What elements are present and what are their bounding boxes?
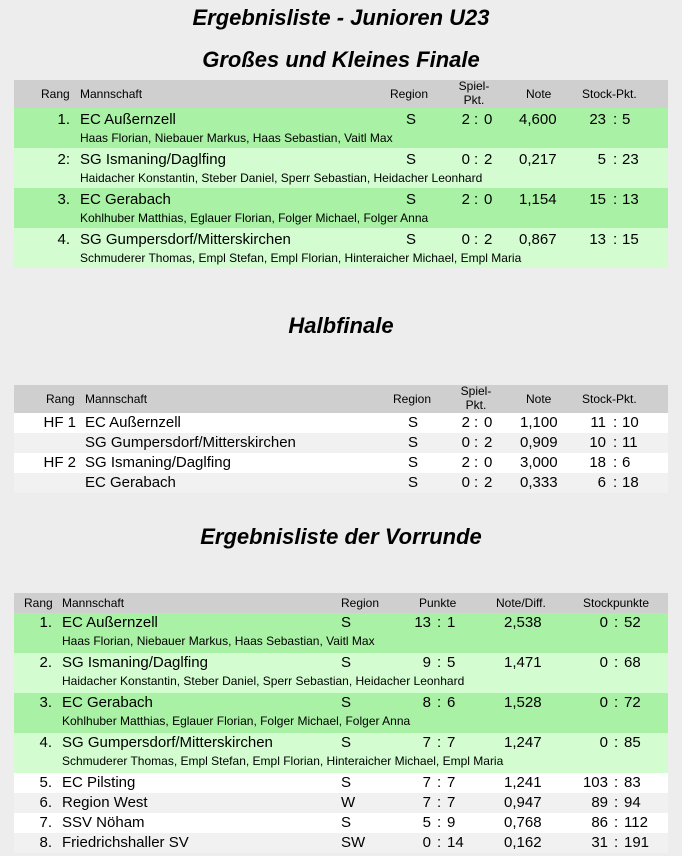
region: S <box>341 614 352 631</box>
score-separator: : <box>437 614 442 631</box>
region: S <box>341 774 352 791</box>
header-team: Mannschaft <box>85 392 148 406</box>
semi-header <box>14 385 668 413</box>
rank: HF 1 <box>43 414 76 431</box>
semi-row <box>14 413 668 433</box>
region: S <box>406 151 417 168</box>
stock-for: 0 <box>599 734 608 751</box>
note-diff: 2,538 <box>504 614 542 631</box>
games-lost: 0 <box>484 111 493 128</box>
team-name: SG Gumpersdorf/Mitterskirchen <box>85 434 296 451</box>
stock-for: 89 <box>591 794 608 811</box>
games-lost: 0 <box>484 191 493 208</box>
score-separator: : <box>613 111 618 128</box>
team-members: Kohlhuber Matthias, Eglauer Florian, Folger Michael, Folger Anna <box>80 211 429 225</box>
stock-for: 5 <box>597 151 606 168</box>
games-lost: 2 <box>484 474 493 491</box>
points-lost: 7 <box>447 734 456 751</box>
prelim-table <box>14 593 668 853</box>
stock-for: 6 <box>597 474 606 491</box>
score-separator: : <box>614 694 619 711</box>
stock-for: 86 <box>591 814 608 831</box>
score-separator: : <box>437 774 442 791</box>
stock-against: 83 <box>624 774 641 791</box>
team-name: EC Außernzell <box>85 414 181 431</box>
score-separator: : <box>437 794 442 811</box>
rank: 7. <box>39 814 52 831</box>
note-diff: 0,947 <box>504 794 542 811</box>
header-region: Region <box>390 87 429 101</box>
team-name: SG Ismaning/Daglfing <box>85 454 231 471</box>
points-won: 7 <box>422 734 431 751</box>
stock-for: 23 <box>589 111 606 128</box>
points-won: 5 <box>422 814 431 831</box>
header-games-line2: Pkt. <box>463 93 485 107</box>
team-name: EC Außernzell <box>80 111 176 128</box>
score-separator: : <box>614 774 619 791</box>
rank: 5. <box>39 774 52 791</box>
semi-title: Halbfinale <box>288 313 394 338</box>
prelim-row <box>14 733 668 773</box>
note: 0,867 <box>519 231 557 248</box>
score-separator: : <box>613 414 618 431</box>
points-lost: 1 <box>447 614 456 631</box>
header-stock: Stock-Pkt. <box>582 87 637 101</box>
team-name: EC Gerabach <box>85 474 176 491</box>
stock-against: 94 <box>624 794 641 811</box>
team-name: Friedrichshaller SV <box>62 834 189 851</box>
score-separator: : <box>614 794 619 811</box>
header-note: Note <box>526 87 552 101</box>
region: S <box>408 454 419 471</box>
score-separator: : <box>437 694 442 711</box>
semi-row <box>14 453 668 473</box>
score-separator: : <box>474 474 479 491</box>
header-team: Mannschaft <box>62 596 125 610</box>
score-separator: : <box>613 434 618 451</box>
stock-for: 31 <box>591 834 608 851</box>
finals-row <box>14 148 668 188</box>
region: S <box>341 734 352 751</box>
games-won: 0 <box>461 474 470 491</box>
score-separator: : <box>474 231 479 248</box>
header-note: Note/Diff. <box>496 596 546 610</box>
stock-against: 85 <box>624 734 641 751</box>
rank: 2: <box>57 151 70 168</box>
team-name: EC Gerabach <box>80 191 171 208</box>
score-separator: : <box>474 111 479 128</box>
score-separator: : <box>437 834 442 851</box>
games-won: 0 <box>461 231 470 248</box>
team-name: SG Gumpersdorf/Mitterskirchen <box>62 734 273 751</box>
note-diff: 1,247 <box>504 734 542 751</box>
games-lost: 2 <box>484 434 493 451</box>
prelim-row <box>14 833 668 853</box>
score-separator: : <box>614 654 619 671</box>
points-lost: 5 <box>447 654 456 671</box>
stock-against: 23 <box>622 151 639 168</box>
header-games-line2: Pkt. <box>465 398 487 412</box>
team-name: EC Gerabach <box>62 694 153 711</box>
score-separator: : <box>614 614 619 631</box>
finals-table <box>14 80 668 268</box>
team-name: SG Gumpersdorf/Mitterskirchen <box>80 231 291 248</box>
note-diff: 1,471 <box>504 654 542 671</box>
team-name: SG Ismaning/Daglfing <box>80 151 226 168</box>
score-separator: : <box>613 474 618 491</box>
header-region: Region <box>341 596 380 610</box>
team-members: Haas Florian, Niebauer Markus, Haas Sebastian, Vaitl Max <box>62 634 375 648</box>
finals-title: Großes und Kleines Finale <box>202 47 480 72</box>
header-rank: Rang <box>46 392 75 406</box>
team-members: Kohlhuber Matthias, Eglauer Florian, Folger Michael, Folger Anna <box>62 714 411 728</box>
score-separator: : <box>613 151 618 168</box>
prelim-row <box>14 773 668 793</box>
note: 4,600 <box>519 111 557 128</box>
note-diff: 1,528 <box>504 694 542 711</box>
rank: 6. <box>39 794 52 811</box>
stock-against: 6 <box>622 454 631 471</box>
header-points: Punkte <box>419 596 457 610</box>
stock-for: 15 <box>589 191 606 208</box>
score-separator: : <box>437 814 442 831</box>
stock-for: 10 <box>589 434 606 451</box>
team-members: Schmuderer Thomas, Empl Stefan, Empl Florian, Hinteraicher Michael, Empl Maria <box>62 754 504 768</box>
rank: 1. <box>57 111 70 128</box>
prelim-row <box>14 693 668 733</box>
score-separator: : <box>613 191 618 208</box>
rank: 3. <box>57 191 70 208</box>
note: 3,000 <box>520 454 558 471</box>
score-separator: : <box>613 454 618 471</box>
games-won: 2 <box>461 111 470 128</box>
header-games-line1: Spiel- <box>460 384 492 398</box>
region: S <box>341 694 352 711</box>
team-members: Haidacher Konstantin, Steber Daniel, Sperr Sebastian, Heidacher Leonhard <box>80 171 483 185</box>
rank: 4. <box>57 231 70 248</box>
score-separator: : <box>614 834 619 851</box>
prelim-title: Ergebnisliste der Vorrunde <box>200 524 482 549</box>
semi-row <box>14 473 668 493</box>
stock-for: 0 <box>599 694 608 711</box>
team-name: EC Außernzell <box>62 614 158 631</box>
stock-for: 11 <box>590 414 606 431</box>
stock-for: 0 <box>599 654 608 671</box>
note-diff: 0,768 <box>504 814 542 831</box>
score-separator: : <box>613 231 618 248</box>
prelim-row <box>14 793 668 813</box>
score-separator: : <box>437 654 442 671</box>
games-lost: 2 <box>484 151 493 168</box>
stock-against: 10 <box>622 414 639 431</box>
stock-against: 18 <box>622 474 639 491</box>
header-games-line1: Spiel- <box>458 79 490 93</box>
games-lost: 0 <box>484 454 493 471</box>
stock-against: 5 <box>622 111 631 128</box>
header-rank: Rang <box>41 87 70 101</box>
games-lost: 0 <box>484 414 493 431</box>
points-lost: 9 <box>447 814 456 831</box>
stock-against: 11 <box>622 434 638 451</box>
rank: 4. <box>39 734 52 751</box>
finals-row <box>14 108 668 148</box>
semi-table <box>14 385 668 493</box>
score-separator: : <box>474 434 479 451</box>
stock-against: 52 <box>624 614 641 631</box>
region: S <box>341 814 352 831</box>
header-games <box>454 79 494 107</box>
header-games <box>456 384 496 412</box>
points-won: 0 <box>422 834 431 851</box>
points-won: 9 <box>422 654 431 671</box>
stock-against: 15 <box>622 231 639 248</box>
header-stock: Stock-Pkt. <box>582 392 637 406</box>
score-separator: : <box>474 454 479 471</box>
score-separator: : <box>474 414 479 431</box>
points-won: 7 <box>422 774 431 791</box>
team-members: Haas Florian, Niebauer Markus, Haas Sebastian, Vaitl Max <box>80 131 393 145</box>
region: S <box>408 474 419 491</box>
prelim-row <box>14 813 668 833</box>
team-name: Region West <box>62 794 148 811</box>
header-team: Mannschaft <box>80 87 143 101</box>
region: S <box>341 654 352 671</box>
region: S <box>408 434 419 451</box>
team-name: EC Pilsting <box>62 774 136 791</box>
score-separator: : <box>614 814 619 831</box>
finals-row <box>14 188 668 228</box>
games-won: 0 <box>461 434 470 451</box>
region: SW <box>341 834 366 851</box>
points-lost: 7 <box>447 794 456 811</box>
stock-for: 0 <box>599 614 608 631</box>
note: 1,100 <box>520 414 558 431</box>
score-separator: : <box>474 191 479 208</box>
points-won: 7 <box>422 794 431 811</box>
region: S <box>408 414 419 431</box>
stock-for: 13 <box>589 231 606 248</box>
finals-row <box>14 228 668 268</box>
rank: 8. <box>39 834 52 851</box>
region: S <box>406 111 417 128</box>
region: S <box>406 191 417 208</box>
games-won: 2 <box>461 454 470 471</box>
stock-against: 112 <box>624 814 648 831</box>
games-won: 0 <box>461 151 470 168</box>
points-lost: 14 <box>447 834 464 851</box>
note: 0,909 <box>520 434 558 451</box>
stock-for: 18 <box>589 454 606 471</box>
note: 1,154 <box>519 191 557 208</box>
stock-for: 103 <box>582 774 608 791</box>
prelim-row <box>14 613 668 653</box>
points-lost: 6 <box>447 694 456 711</box>
games-lost: 2 <box>484 231 493 248</box>
prelim-row <box>14 653 668 693</box>
rank: HF 2 <box>43 454 76 471</box>
games-won: 2 <box>461 191 470 208</box>
stock-against: 72 <box>624 694 641 711</box>
semi-row <box>14 433 668 453</box>
note: 0,217 <box>519 151 557 168</box>
games-won: 2 <box>461 414 470 431</box>
rank: 1. <box>39 614 52 631</box>
rank: 3. <box>39 694 52 711</box>
score-separator: : <box>437 734 442 751</box>
team-members: Haidacher Konstantin, Steber Daniel, Sperr Sebastian, Heidacher Leonhard <box>62 674 465 688</box>
points-won: 13 <box>414 614 431 631</box>
page-title: Ergebnisliste - Junioren U23 <box>192 5 490 30</box>
score-separator: : <box>614 734 619 751</box>
region: W <box>341 794 356 811</box>
score-separator: : <box>474 151 479 168</box>
region: S <box>406 231 417 248</box>
note-diff: 1,241 <box>504 774 542 791</box>
header-rank: Rang <box>24 596 53 610</box>
finals-header <box>14 80 668 108</box>
team-members: Schmuderer Thomas, Empl Stefan, Empl Florian, Hinteraicher Michael, Empl Maria <box>80 251 522 265</box>
header-note: Note <box>526 392 552 406</box>
team-name: SSV Nöham <box>62 814 145 831</box>
note-diff: 0,162 <box>504 834 542 851</box>
stock-against: 191 <box>624 834 650 851</box>
points-won: 8 <box>422 694 431 711</box>
header-region: Region <box>393 392 432 406</box>
points-lost: 7 <box>447 774 456 791</box>
rank: 2. <box>39 654 52 671</box>
header-stock: Stockpunkte <box>583 596 650 610</box>
stock-against: 68 <box>624 654 641 671</box>
stock-against: 13 <box>622 191 639 208</box>
team-name: SG Ismaning/Daglfing <box>62 654 208 671</box>
note: 0,333 <box>520 474 558 491</box>
prelim-header <box>14 593 668 613</box>
